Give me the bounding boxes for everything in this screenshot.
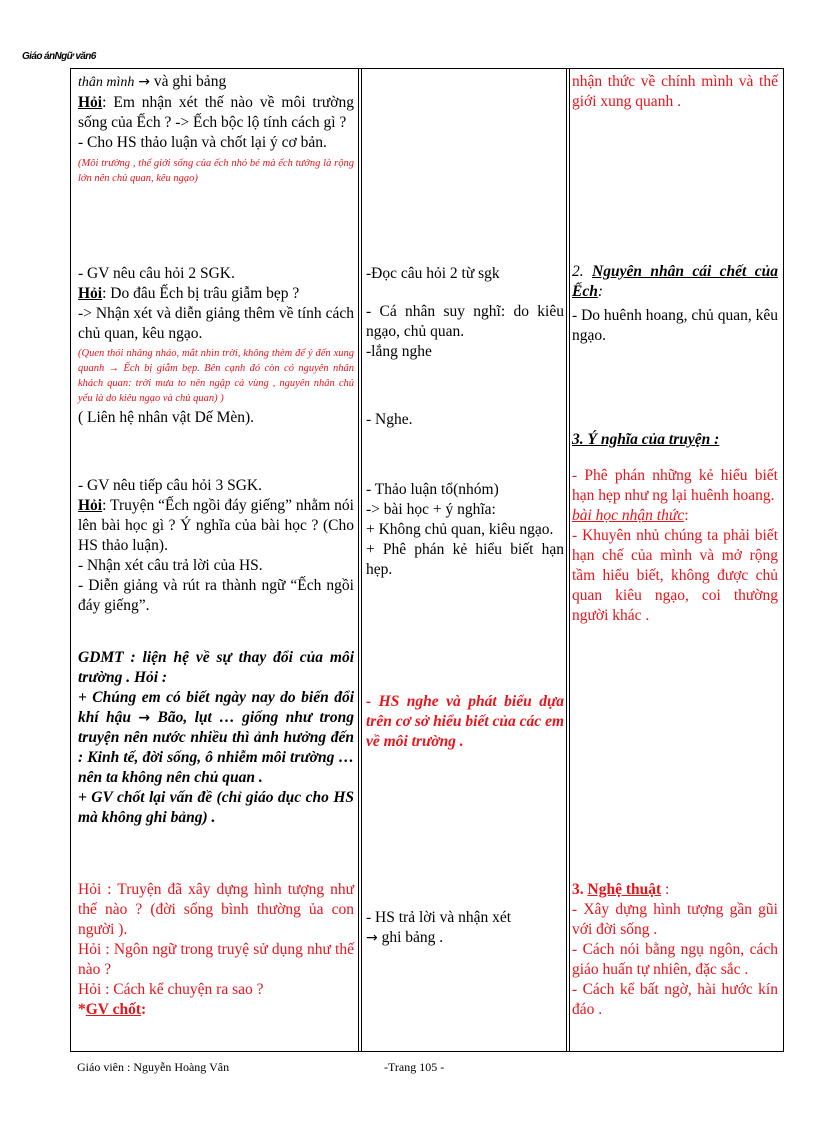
text: - GV nêu câu hỏi 2 SGK. [78,265,235,282]
footer-page-number: -Trang 105 - [384,1060,445,1074]
text: - Xây dựng hình tượng gần gũi với đời sống . [572,901,778,938]
c2-block-4 [366,692,564,752]
right-arrow-icon: → [366,930,378,946]
question-text: : Do đâu Ếch bị trâu giẫm bẹp ? [102,285,300,302]
document-header: Giáo ánNgữ văn6 [22,51,96,62]
lesson-content-column [572,68,778,1052]
text: bài học nhận thức [572,507,685,524]
section-title: 3. Ý nghĩa của truyện : [572,431,720,448]
text: * [78,1001,86,1018]
text: + Chúng em có biết ngày nay do biến đổi khí hậu [78,689,354,726]
column-divider [566,68,567,1052]
text: ( Liên hệ nhân vật Dế Mèn). [78,409,255,426]
c1-block-2 [78,264,354,428]
text: : [661,881,670,898]
text: - Nghe. [366,411,413,428]
c2-block-2 [366,264,564,430]
text: GDMT : liện hệ về sự thay đổi của môi trường . Hỏi : [78,649,354,686]
question-text: : Truyện “Ếch ngồi đáy giếng” nhằm nói lên bài học gì ? Ý nghĩa của bài học ? (Cho HS thảo luận). [78,497,354,554]
text: và ghi bảng [150,73,227,90]
c3-block-3 [572,430,778,626]
text: - HS trả lời và nhận xét [366,909,512,926]
footer-teacher: Giáo viên : Nguyễn Hoàng Vân [77,1060,230,1074]
column-divider [358,68,359,1052]
text: : [597,283,604,300]
c3-block-1 [572,72,778,112]
text: + Không chủ quan, kiêu ngạo. [366,521,554,538]
answer-note: (Quen thói nhâng nháo, mắt nhìn trời, không thèm để ý đến xung quanh → Ếch bị giẫm bẹp. Bên cạnh đó còn có nguyên nhân khách quan: trời mưa to nên ngập cả vùng , nguyên nhân chủ yếu là do kiêu ngạo và chủ quan) ) [78,348,354,404]
text: + GV chốt lại vấn đề (chỉ giáo dục cho HS mà không ghi bảng) . [78,789,354,826]
column-divider [569,68,570,1052]
student-activity-column [366,68,564,1052]
teacher-activity-column [78,68,354,1052]
text: -> bài học + ý nghĩa: [366,501,496,518]
text: Hỏi : Truyện đã xây dựng hình tượng như thế nào ? (đời sống bình thường ủa con người ). [78,881,354,938]
text: Bão, lụt … giống như trong truyện nên nước nhiều thì ảnh hưởng đến : Kinh tế, đời sống, ô nhiễm môi trường … nên ta không nên chủ quan . [78,709,355,786]
text: -lắng nghe [366,343,432,360]
question-label: Hỏi [78,285,103,302]
text: Hỏi : Cách kể chuyện ra sao ? [78,981,264,998]
text: GV chốt [85,1001,142,1018]
text: - Do huênh hoang, chủ quan, kêu ngạo. [572,307,778,344]
c1-block-1 [78,72,354,186]
text: - GV nêu tiếp câu hỏi 3 SGK. [78,477,262,494]
question-text: : Em nhận xét thế nào về môi trường sống của Ếch ? -> Ếch bộc lộ tính cách gì ? [78,94,354,131]
text: - Cho HS thảo luận và chốt lại ý cơ bản. [78,134,327,151]
section-title: Nguyên nhân cái chết của Ếch [572,263,778,300]
text: 3. [572,881,588,898]
text: -Đọc câu hỏi 2 từ sgk [366,265,500,282]
text: - Thảo luận tổ(nhóm) [366,481,499,498]
section-title: Nghệ thuật [587,881,662,898]
c1-block-4 [78,648,354,828]
answer-note: (Môi trường , thế giới sống của ếch nhỏ bé mà ếch tưởng là rộng lớn nên chủ quan, kêu ngạo) [78,158,354,184]
text: - Cách kể bất ngờ, hài hước kín đáo . [572,981,778,1018]
text: - Diễn giảng và rút ra thành ngữ “Ếch ngồi đáy giếng”. [78,577,354,614]
column-divider [361,68,362,1052]
question-label: Hỏi [78,497,103,514]
text: - Cách nói bằng ngụ ngôn, cách giáo huấn tự nhiên, đặc sắc . [572,941,778,978]
c2-block-5 [366,908,564,948]
text: - Nhận xét câu trả lời của HS. [78,557,263,574]
right-arrow-icon: → [138,74,150,90]
c3-block-2 [572,262,778,346]
text: -> Nhận xét và diễn giảng thêm về tính cách chủ quan, kêu ngạo. [78,305,354,342]
text: 2. [572,263,593,280]
text: nhận thức về chính mình và thế giới xung quanh . [572,73,778,110]
text: - HS nghe và phát biểu dựa trên cơ sở hiểu biết của các em về môi trường . [366,693,564,750]
text: - Cá nhân suy nghĩ: do kiêu ngạo, chủ quan. [366,303,564,340]
text: : [141,1001,147,1018]
text: Hỏi : Ngôn ngữ trong truyệ sử dụng như thế nào ? [78,941,354,978]
text: ghi bảng . [377,929,444,946]
c2-block-3 [366,480,564,580]
text: : [684,507,689,524]
right-arrow-icon: → [138,710,151,726]
text: - Phê phán những kẻ hiểu biết hạn hẹp như ng lại huênh hoang. [572,467,778,504]
lesson-table [70,68,784,1052]
question-label: Hỏi [78,94,103,111]
c3-block-4 [572,880,778,1020]
c1-block-3 [78,476,354,616]
text: - Khuyên nhủ chúng ta phải biết hạn chế của mình và mở rộng tầm hiểu biết, không được chủ quan kiêu ngạo, coi thường người khác . [572,527,778,624]
c1-block-5 [78,880,354,1020]
text: + Phê phán kẻ hiểu biết hạn hẹp. [366,541,564,578]
text: thân mình [78,75,135,90]
